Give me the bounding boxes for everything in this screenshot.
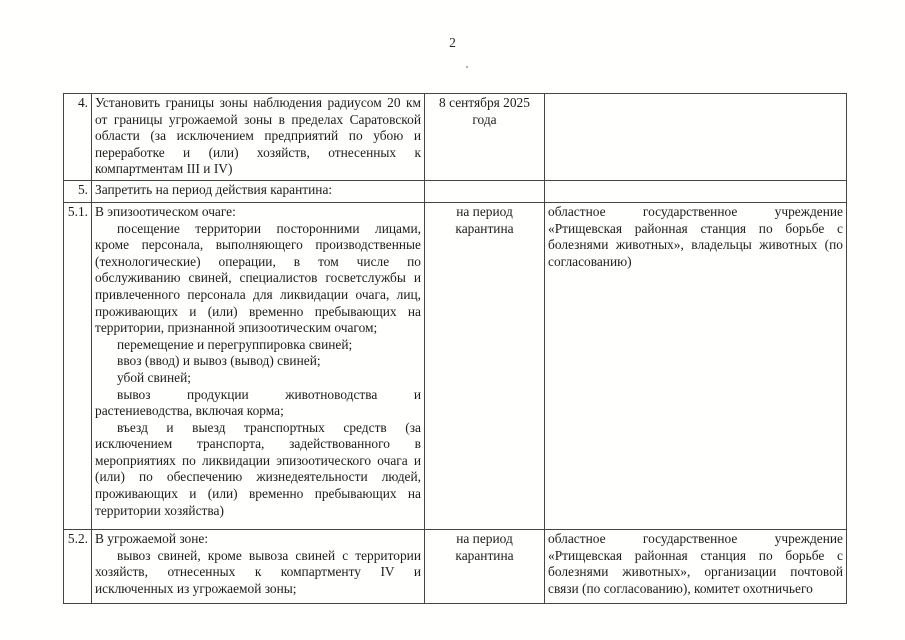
table-row (64, 529, 847, 603)
period-cell: на период карантина (425, 202, 545, 529)
responsible-cell (545, 180, 847, 202)
measure-paragraph: убой свиней; (117, 369, 191, 385)
responsible-cell (545, 529, 847, 603)
page-number: 2 (449, 35, 456, 50)
row-number: 5.1. (64, 202, 92, 529)
measure-paragraph: вывоз свиней, кроме вывоза свиней с территории хозяйств, отнесенных к компартменту IV и исключенных из угрожаемой зоны; (95, 547, 421, 596)
period-cell (425, 180, 545, 202)
measure-paragraph: В эпизоотическом очаге: (95, 203, 236, 219)
measure-text-cell (92, 202, 425, 529)
measure-paragraph: перемещение и перегруппировка свиней; (117, 336, 353, 352)
measure-paragraph: В угрожаемой зоне: (95, 530, 209, 546)
responsible-paragraph: областное государственное учреждение «Ртищевская районная станция по борьбе с болезнями животных», организации почтовой связи (по согласованию), комитет охотничьего (548, 530, 843, 596)
measure-paragraph: Установить границы зоны наблюдения радиусом 20 км от границы угрожаемой зоны в пределах Саратовской области (за исключением предприятий по убою и переработке и (или) хозяйств, отнесенных к компартментам III и IV) (95, 95, 421, 177)
row-number: 5.2. (64, 529, 92, 603)
measure-text-cell (92, 180, 425, 202)
measure-text-cell (92, 94, 425, 181)
order-table (63, 93, 847, 604)
measure-text-cell (92, 529, 425, 603)
period-cell: 8 сентября 2025 года (425, 94, 545, 181)
scan-artifact-dot (466, 66, 468, 68)
period-cell: на период карантина (425, 529, 545, 603)
responsible-cell (545, 94, 847, 181)
measure-paragraph: вывоз продукции животноводства и растениеводства, включая корма; (95, 386, 421, 419)
table-row (64, 180, 847, 202)
table-row (64, 94, 847, 181)
measure-paragraph: ввоз (ввод) и вывоз (вывод) свиней; (117, 353, 321, 369)
measure-paragraph: посещение территории посторонними лицами, кроме персонала, выполняющего производственные (технологические) операции, в том числе по обслуживанию свиней, специалистов госветслужбы и привлеченного персонала для ликвидации очага, лиц, проживающих и (или) временно пребывающих на территории, признанной эпизоотическим очагом; (95, 220, 421, 336)
measure-paragraph: Запретить на период действия карантина: (95, 181, 333, 197)
measure-paragraph: въезд и выезд транспортных средств (за исключением транспорта, задействованного в мероприятиях по ликвидации эпизоотического очага и (или) по обеспечению жизнедеятельности людей, проживающих и (или) временно пребывающих на территории хозяйства) (95, 419, 421, 518)
responsible-cell (545, 202, 847, 529)
row-number: 4. (64, 94, 92, 181)
row-number: 5. (64, 180, 92, 202)
responsible-paragraph: областное государственное учреждение «Ртищевская районная станция по борьбе с болезнями животных», владельцы животных (по согласованию) (548, 203, 843, 269)
table-row (64, 202, 847, 529)
